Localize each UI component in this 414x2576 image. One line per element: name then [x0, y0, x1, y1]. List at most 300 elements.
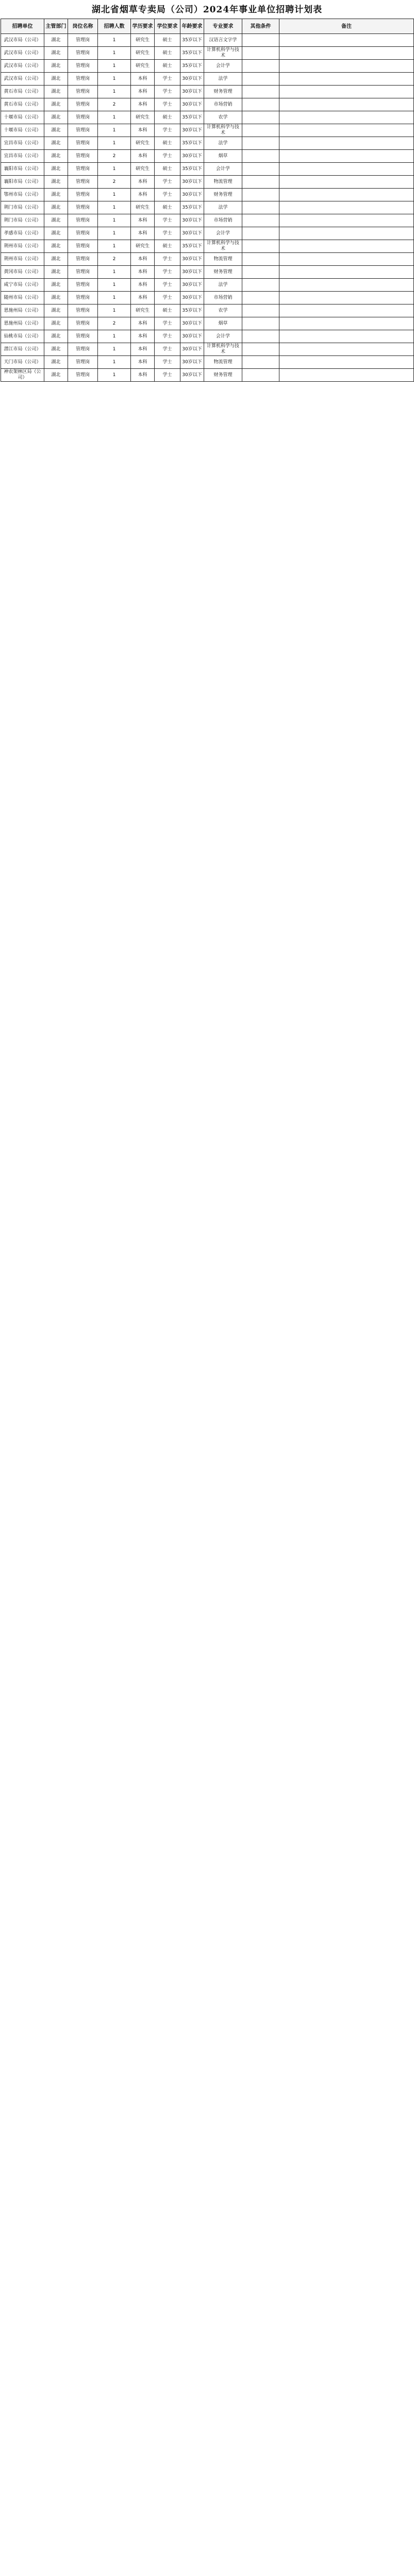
- table-cell: 烟草: [204, 317, 242, 330]
- table-cell: 湖北: [44, 227, 68, 240]
- table-cell: 鄂州市局（公司）: [1, 189, 44, 201]
- table-cell: 宜昌市局（公司）: [1, 137, 44, 150]
- table-cell: 学士: [155, 150, 180, 163]
- table-cell: [242, 73, 279, 86]
- table-cell: 本科: [131, 292, 155, 304]
- table-cell: 1: [98, 47, 131, 60]
- table-cell: 湖北: [44, 253, 68, 266]
- table-cell: [242, 176, 279, 189]
- table-cell: [242, 279, 279, 292]
- table-cell: 1: [98, 369, 131, 382]
- table-cell: [279, 86, 414, 98]
- table-cell: [242, 330, 279, 343]
- table-cell: 30岁以下: [180, 369, 204, 382]
- header-cell: 学位要求: [155, 19, 180, 34]
- table-cell: 孝感市局（公司）: [1, 227, 44, 240]
- table-cell: 本科: [131, 253, 155, 266]
- table-row: [1, 73, 414, 86]
- table-cell: [279, 343, 414, 356]
- table-cell: [242, 137, 279, 150]
- table-cell: 学士: [155, 124, 180, 137]
- table-cell: 1: [98, 137, 131, 150]
- table-cell: 财务管理: [204, 189, 242, 201]
- header-cell: 岗位名称: [68, 19, 98, 34]
- table-cell: [279, 279, 414, 292]
- table-cell: [279, 201, 414, 214]
- table-cell: 随州市局（公司）: [1, 292, 44, 304]
- table-cell: 神农架林区局（公司）: [1, 369, 44, 382]
- table-cell: [242, 227, 279, 240]
- table-cell: 35岁以下: [180, 34, 204, 47]
- table-cell: 1: [98, 292, 131, 304]
- table-row: [1, 304, 414, 317]
- table-cell: [242, 111, 279, 124]
- table-cell: [242, 86, 279, 98]
- table-cell: 计算机科学与技术: [204, 240, 242, 253]
- header-cell: 招聘人数: [98, 19, 131, 34]
- table-cell: 研究生: [131, 137, 155, 150]
- table-cell: 湖北: [44, 34, 68, 47]
- table-cell: 1: [98, 60, 131, 73]
- table-cell: [279, 176, 414, 189]
- table-cell: 潜江市局（公司）: [1, 343, 44, 356]
- table-cell: 学士: [155, 279, 180, 292]
- table-cell: [279, 189, 414, 201]
- table-cell: [279, 240, 414, 253]
- table-cell: 荆州市局（公司）: [1, 253, 44, 266]
- table-cell: 硕士: [155, 304, 180, 317]
- table-row: [1, 279, 414, 292]
- table-cell: 学士: [155, 253, 180, 266]
- table-cell: [279, 369, 414, 382]
- table-cell: 襄阳市局（公司）: [1, 176, 44, 189]
- table-cell: 研究生: [131, 163, 155, 176]
- table-cell: 本科: [131, 214, 155, 227]
- table-cell: 管理岗: [68, 292, 98, 304]
- table-cell: 35岁以下: [180, 111, 204, 124]
- table-cell: [279, 34, 414, 47]
- table-row: [1, 163, 414, 176]
- table-cell: 财务管理: [204, 86, 242, 98]
- table-cell: 湖北: [44, 240, 68, 253]
- table-cell: 物流管理: [204, 176, 242, 189]
- table-cell: [242, 98, 279, 111]
- table-cell: 硕士: [155, 137, 180, 150]
- table-cell: 35岁以下: [180, 60, 204, 73]
- table-cell: 管理岗: [68, 330, 98, 343]
- table-cell: 30岁以下: [180, 330, 204, 343]
- table-cell: 研究生: [131, 304, 155, 317]
- table-cell: 35岁以下: [180, 137, 204, 150]
- table-cell: 研究生: [131, 47, 155, 60]
- table-cell: 管理岗: [68, 47, 98, 60]
- header-cell: 年龄要求: [180, 19, 204, 34]
- table-cell: 法学: [204, 279, 242, 292]
- table-cell: 学士: [155, 343, 180, 356]
- table-cell: 湖北: [44, 189, 68, 201]
- table-cell: 30岁以下: [180, 292, 204, 304]
- table-cell: 湖北: [44, 137, 68, 150]
- table-cell: [279, 73, 414, 86]
- table-cell: 30岁以下: [180, 176, 204, 189]
- table-cell: 荆门市局（公司）: [1, 214, 44, 227]
- table-row: [1, 214, 414, 227]
- table-row: [1, 111, 414, 124]
- table-cell: 财务管理: [204, 369, 242, 382]
- table-cell: 30岁以下: [180, 266, 204, 279]
- table-cell: [279, 98, 414, 111]
- table-cell: 黄冈市局（公司）: [1, 266, 44, 279]
- table-cell: 2: [98, 176, 131, 189]
- table-cell: 本科: [131, 150, 155, 163]
- table-cell: 硕士: [155, 60, 180, 73]
- table-cell: [279, 253, 414, 266]
- table-cell: 武汉市局（公司）: [1, 60, 44, 73]
- table-cell: 30岁以下: [180, 317, 204, 330]
- document-title: 湖北省烟草专卖局（公司）2024年事业单位招聘计划表: [91, 5, 323, 15]
- table-cell: 宜昌市局（公司）: [1, 150, 44, 163]
- table-row: [1, 189, 414, 201]
- table-row: [1, 356, 414, 369]
- table-cell: 计算机科学与技术: [204, 47, 242, 60]
- table-cell: 汉语言文字学: [204, 34, 242, 47]
- table-cell: 本科: [131, 98, 155, 111]
- table-cell: 2: [98, 98, 131, 111]
- table-cell: [279, 214, 414, 227]
- table-cell: 管理岗: [68, 343, 98, 356]
- table-cell: 湖北: [44, 201, 68, 214]
- table-cell: 襄阳市局（公司）: [1, 163, 44, 176]
- table-cell: 学士: [155, 73, 180, 86]
- table-cell: 30岁以下: [180, 279, 204, 292]
- table-cell: 湖北: [44, 150, 68, 163]
- table-cell: 1: [98, 163, 131, 176]
- table-cell: 30岁以下: [180, 189, 204, 201]
- table-cell: [279, 163, 414, 176]
- table-cell: 1: [98, 111, 131, 124]
- table-cell: 硕士: [155, 34, 180, 47]
- table-cell: 恩施州局（公司）: [1, 317, 44, 330]
- table-cell: [279, 266, 414, 279]
- table-cell: 30岁以下: [180, 214, 204, 227]
- table-cell: 管理岗: [68, 176, 98, 189]
- table-cell: [242, 356, 279, 369]
- table-cell: 管理岗: [68, 304, 98, 317]
- table-cell: 1: [98, 34, 131, 47]
- table-cell: 35岁以下: [180, 163, 204, 176]
- table-cell: 30岁以下: [180, 227, 204, 240]
- table-cell: 咸宁市局（公司）: [1, 279, 44, 292]
- table-row: [1, 266, 414, 279]
- table-cell: 恩施州局（公司）: [1, 304, 44, 317]
- header-cell: 学历要求: [131, 19, 155, 34]
- header-row: [1, 19, 414, 34]
- table-row: [1, 34, 414, 47]
- table-cell: 学士: [155, 292, 180, 304]
- header-cell: 主管部门: [44, 19, 68, 34]
- table-cell: [279, 60, 414, 73]
- table-cell: 湖北: [44, 279, 68, 292]
- table-cell: [279, 317, 414, 330]
- table-cell: 湖北: [44, 266, 68, 279]
- table-cell: 农学: [204, 111, 242, 124]
- table-cell: [242, 150, 279, 163]
- table-cell: 30岁以下: [180, 343, 204, 356]
- table-cell: 湖北: [44, 343, 68, 356]
- table-row: [1, 369, 414, 382]
- table-cell: 管理岗: [68, 317, 98, 330]
- table-cell: [279, 124, 414, 137]
- header-cell: 专业要求: [204, 19, 242, 34]
- table-cell: 30岁以下: [180, 98, 204, 111]
- table-cell: 1: [98, 279, 131, 292]
- table-cell: 本科: [131, 73, 155, 86]
- table-cell: 1: [98, 304, 131, 317]
- table-cell: 会计学: [204, 227, 242, 240]
- table-cell: 湖北: [44, 60, 68, 73]
- table-cell: 硕士: [155, 201, 180, 214]
- table-cell: [279, 356, 414, 369]
- table-row: [1, 150, 414, 163]
- table-cell: 35岁以下: [180, 304, 204, 317]
- table-cell: 30岁以下: [180, 356, 204, 369]
- table-cell: 管理岗: [68, 369, 98, 382]
- table-cell: 法学: [204, 73, 242, 86]
- table-cell: [242, 317, 279, 330]
- table-row: [1, 47, 414, 60]
- header-cell: 备注: [279, 19, 414, 34]
- table-cell: 30岁以下: [180, 124, 204, 137]
- table-cell: 计算机科学与技术: [204, 124, 242, 137]
- table-cell: 十堰市局（公司）: [1, 111, 44, 124]
- recruitment-table: [1, 19, 414, 382]
- table-cell: 湖北: [44, 369, 68, 382]
- table-cell: [279, 150, 414, 163]
- table-cell: 市场营销: [204, 98, 242, 111]
- table-cell: 35岁以下: [180, 47, 204, 60]
- table-cell: [279, 47, 414, 60]
- table-cell: 2: [98, 150, 131, 163]
- table-cell: 35岁以下: [180, 201, 204, 214]
- table-cell: [242, 292, 279, 304]
- table-row: [1, 60, 414, 73]
- table-row: [1, 86, 414, 98]
- table-cell: 会计学: [204, 163, 242, 176]
- table-cell: 法学: [204, 137, 242, 150]
- table-cell: 管理岗: [68, 214, 98, 227]
- table-cell: [279, 227, 414, 240]
- table-cell: 会计学: [204, 60, 242, 73]
- table-cell: 本科: [131, 369, 155, 382]
- table-cell: 学士: [155, 176, 180, 189]
- table-cell: 30岁以下: [180, 73, 204, 86]
- table-cell: 十堰市局（公司）: [1, 124, 44, 137]
- table-cell: [279, 292, 414, 304]
- table-cell: 物流管理: [204, 356, 242, 369]
- table-cell: 管理岗: [68, 189, 98, 201]
- table-cell: 市场营销: [204, 214, 242, 227]
- table-cell: 30岁以下: [180, 150, 204, 163]
- table-cell: 湖北: [44, 214, 68, 227]
- table-cell: 农学: [204, 304, 242, 317]
- table-cell: [242, 60, 279, 73]
- table-cell: 市场营销: [204, 292, 242, 304]
- table-cell: 武汉市局（公司）: [1, 73, 44, 86]
- table-cell: 湖北: [44, 304, 68, 317]
- table-cell: 研究生: [131, 34, 155, 47]
- table-cell: 1: [98, 201, 131, 214]
- table-body: [1, 19, 414, 382]
- table-cell: [242, 163, 279, 176]
- table-cell: [279, 330, 414, 343]
- table-cell: [242, 343, 279, 356]
- table-cell: 湖北: [44, 86, 68, 98]
- table-cell: 会计学: [204, 330, 242, 343]
- table-cell: 湖北: [44, 47, 68, 60]
- table-cell: 1: [98, 73, 131, 86]
- table-cell: 湖北: [44, 176, 68, 189]
- table-cell: 本科: [131, 330, 155, 343]
- table-row: [1, 227, 414, 240]
- table-cell: 学士: [155, 98, 180, 111]
- table-cell: 1: [98, 86, 131, 98]
- table-cell: [242, 253, 279, 266]
- table-cell: [242, 124, 279, 137]
- table-cell: 计算机科学与技术: [204, 343, 242, 356]
- table-cell: [279, 304, 414, 317]
- table-cell: 硕士: [155, 163, 180, 176]
- table-cell: [242, 189, 279, 201]
- table-cell: 管理岗: [68, 163, 98, 176]
- table-cell: [242, 369, 279, 382]
- table-cell: 研究生: [131, 240, 155, 253]
- table-cell: 1: [98, 266, 131, 279]
- table-row: [1, 124, 414, 137]
- table-cell: 学士: [155, 227, 180, 240]
- table-cell: 烟草: [204, 150, 242, 163]
- table-cell: 学士: [155, 214, 180, 227]
- table-cell: 本科: [131, 124, 155, 137]
- table-cell: 湖北: [44, 163, 68, 176]
- table-cell: 2: [98, 253, 131, 266]
- table-cell: 湖北: [44, 98, 68, 111]
- table-cell: [242, 304, 279, 317]
- table-cell: 1: [98, 124, 131, 137]
- header-cell: 其他条件: [242, 19, 279, 34]
- table-cell: 30岁以下: [180, 86, 204, 98]
- table-cell: 管理岗: [68, 137, 98, 150]
- table-cell: 管理岗: [68, 266, 98, 279]
- table-row: [1, 240, 414, 253]
- table-cell: 荆州市局（公司）: [1, 240, 44, 253]
- table-cell: [242, 214, 279, 227]
- table-cell: 管理岗: [68, 111, 98, 124]
- table-cell: 管理岗: [68, 279, 98, 292]
- table-cell: [242, 266, 279, 279]
- table-cell: 法学: [204, 201, 242, 214]
- table-cell: 本科: [131, 189, 155, 201]
- table-cell: 本科: [131, 356, 155, 369]
- table-cell: 1: [98, 330, 131, 343]
- table-cell: 黄石市局（公司）: [1, 98, 44, 111]
- table-cell: [279, 137, 414, 150]
- table-cell: 仙桃市局（公司）: [1, 330, 44, 343]
- table-cell: 学士: [155, 369, 180, 382]
- table-cell: 1: [98, 240, 131, 253]
- table-cell: 学士: [155, 86, 180, 98]
- table-cell: 1: [98, 214, 131, 227]
- table-cell: 硕士: [155, 240, 180, 253]
- table-cell: 硕士: [155, 111, 180, 124]
- table-cell: 管理岗: [68, 253, 98, 266]
- table-row: [1, 317, 414, 330]
- table-cell: 物流管理: [204, 253, 242, 266]
- table-cell: 黄石市局（公司）: [1, 86, 44, 98]
- table-cell: 湖北: [44, 356, 68, 369]
- table-row: [1, 253, 414, 266]
- table-cell: 学士: [155, 189, 180, 201]
- table-cell: 湖北: [44, 124, 68, 137]
- header-cell: 招聘单位: [1, 19, 44, 34]
- table-cell: 管理岗: [68, 124, 98, 137]
- table-cell: 学士: [155, 330, 180, 343]
- table-cell: 武汉市局（公司）: [1, 34, 44, 47]
- table-cell: 湖北: [44, 317, 68, 330]
- table-row: [1, 137, 414, 150]
- table-cell: 本科: [131, 317, 155, 330]
- table-cell: 管理岗: [68, 356, 98, 369]
- table-cell: 湖北: [44, 73, 68, 86]
- table-cell: 研究生: [131, 60, 155, 73]
- table-cell: [242, 34, 279, 47]
- table-cell: 1: [98, 343, 131, 356]
- table-cell: 管理岗: [68, 73, 98, 86]
- table-cell: [242, 201, 279, 214]
- table-cell: 35岁以下: [180, 240, 204, 253]
- table-cell: 本科: [131, 266, 155, 279]
- table-cell: 学士: [155, 266, 180, 279]
- table-cell: 荆门市局（公司）: [1, 201, 44, 214]
- table-cell: 湖北: [44, 330, 68, 343]
- table-cell: 管理岗: [68, 98, 98, 111]
- table-cell: 本科: [131, 176, 155, 189]
- table-cell: 管理岗: [68, 201, 98, 214]
- table-cell: 学士: [155, 317, 180, 330]
- table-cell: 本科: [131, 86, 155, 98]
- table-row: [1, 201, 414, 214]
- table-cell: 管理岗: [68, 150, 98, 163]
- table-cell: 管理岗: [68, 240, 98, 253]
- table-cell: 学士: [155, 356, 180, 369]
- table-row: [1, 292, 414, 304]
- table-cell: 天门市局（公司）: [1, 356, 44, 369]
- table-cell: 1: [98, 356, 131, 369]
- table-row: [1, 98, 414, 111]
- table-cell: 本科: [131, 227, 155, 240]
- table-cell: 1: [98, 189, 131, 201]
- table-cell: 财务管理: [204, 266, 242, 279]
- table-cell: [242, 47, 279, 60]
- table-cell: 本科: [131, 279, 155, 292]
- table-cell: 2: [98, 317, 131, 330]
- table-cell: 30岁以下: [180, 253, 204, 266]
- table-cell: 湖北: [44, 292, 68, 304]
- table-row: [1, 343, 414, 356]
- table-cell: 研究生: [131, 111, 155, 124]
- table-row: [1, 176, 414, 189]
- table-cell: [242, 240, 279, 253]
- table-row: [1, 330, 414, 343]
